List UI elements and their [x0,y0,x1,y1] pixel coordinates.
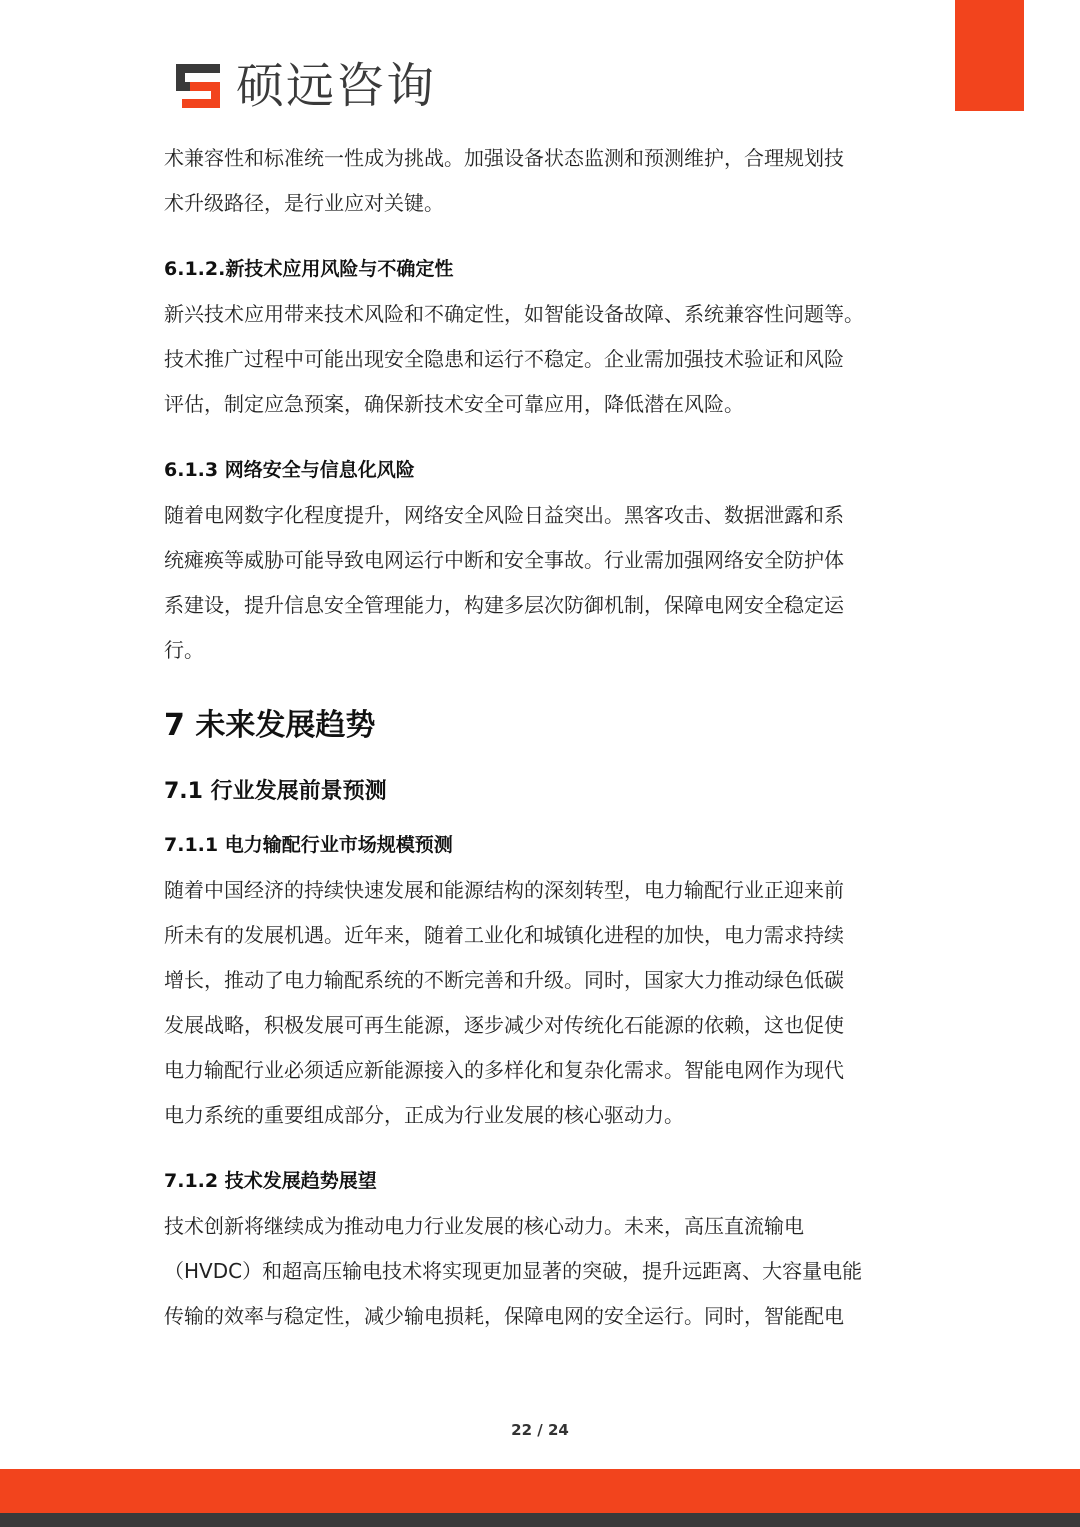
paragraph-6-1-3: 随着电网数字化程度提升，网络安全风险日益突出。黑客攻击、数据泄露和系 统瘫痪等威胁可能导致电网运行中断和安全事故。行业需加强网络安全防护体 系建设，提升信息安全管理能力，构建多层次防御机制，保障电网安全稳定运 行。 [164,503,844,662]
brand-logo [176,58,436,114]
footer-dark-band [0,1513,1080,1527]
heading-7-1-1: 7.1.1 电力输配行业市场规模预测 [164,834,453,856]
paragraph-7-1-2: 技术创新将继续成为推动电力行业发展的核心动力。未来，高压直流输电 （HVDC）和超高压输电技术将实现更加显著的突破，提升远距离、大容量电能 传输的效率与稳定性，减少输电损耗，保障电网的安全运行。同时，智能配电 [164,1214,863,1328]
corner-accent-block [955,0,1024,111]
document-body [164,136,924,1339]
page-number: 22 / 24 [511,1421,569,1439]
heading-7-1-2: 7.1.2 技术发展趋势展望 [164,1170,377,1192]
brand-logo-icon [176,60,228,112]
paragraph-continued: 术兼容性和标准统一性成为挑战。加强设备状态监测和预测维护，合理规划技 术升级路径，是行业应对关键。 [164,146,844,215]
heading-6-1-2: 6.1.2.新技术应用风险与不确定性 [164,258,454,280]
paragraph-6-1-2: 新兴技术应用带来技术风险和不确定性，如智能设备故障、系统兼容性问题等。 技术推广过程中可能出现安全隐患和运行不稳定。企业需加强技术验证和风险 评估，制定应急预案，确保新技术安全可靠应用，降低潜在风险。 [164,302,864,416]
heading-6-1-3: 6.1.3 网络安全与信息化风险 [164,459,415,481]
paragraph-7-1-1: 随着中国经济的持续快速发展和能源结构的深刻转型，电力输配行业正迎来前 所未有的发展机遇。近年来，随着工业化和城镇化进程的加快，电力需求持续 增长，推动了电力输配系统的不断完善和升级。同时，国家大力推动绿色低碳 发展战略，积极发展可再生能源，逐步减少对传统化石能源的依赖，这也促使 电力输配行业必须适应新能源接入的多样化和复杂化需求。智能电网作为现代 电力系统的重要组成部分，正成为行业发展的核心驱动力。 [164,878,844,1127]
heading-chapter-7: 7 未来发展趋势 [164,708,376,743]
footer-accent-band [0,1469,1080,1513]
heading-7-1: 7.1 行业发展前景预测 [164,779,387,804]
brand-name: 硕远咨询 [236,58,437,114]
